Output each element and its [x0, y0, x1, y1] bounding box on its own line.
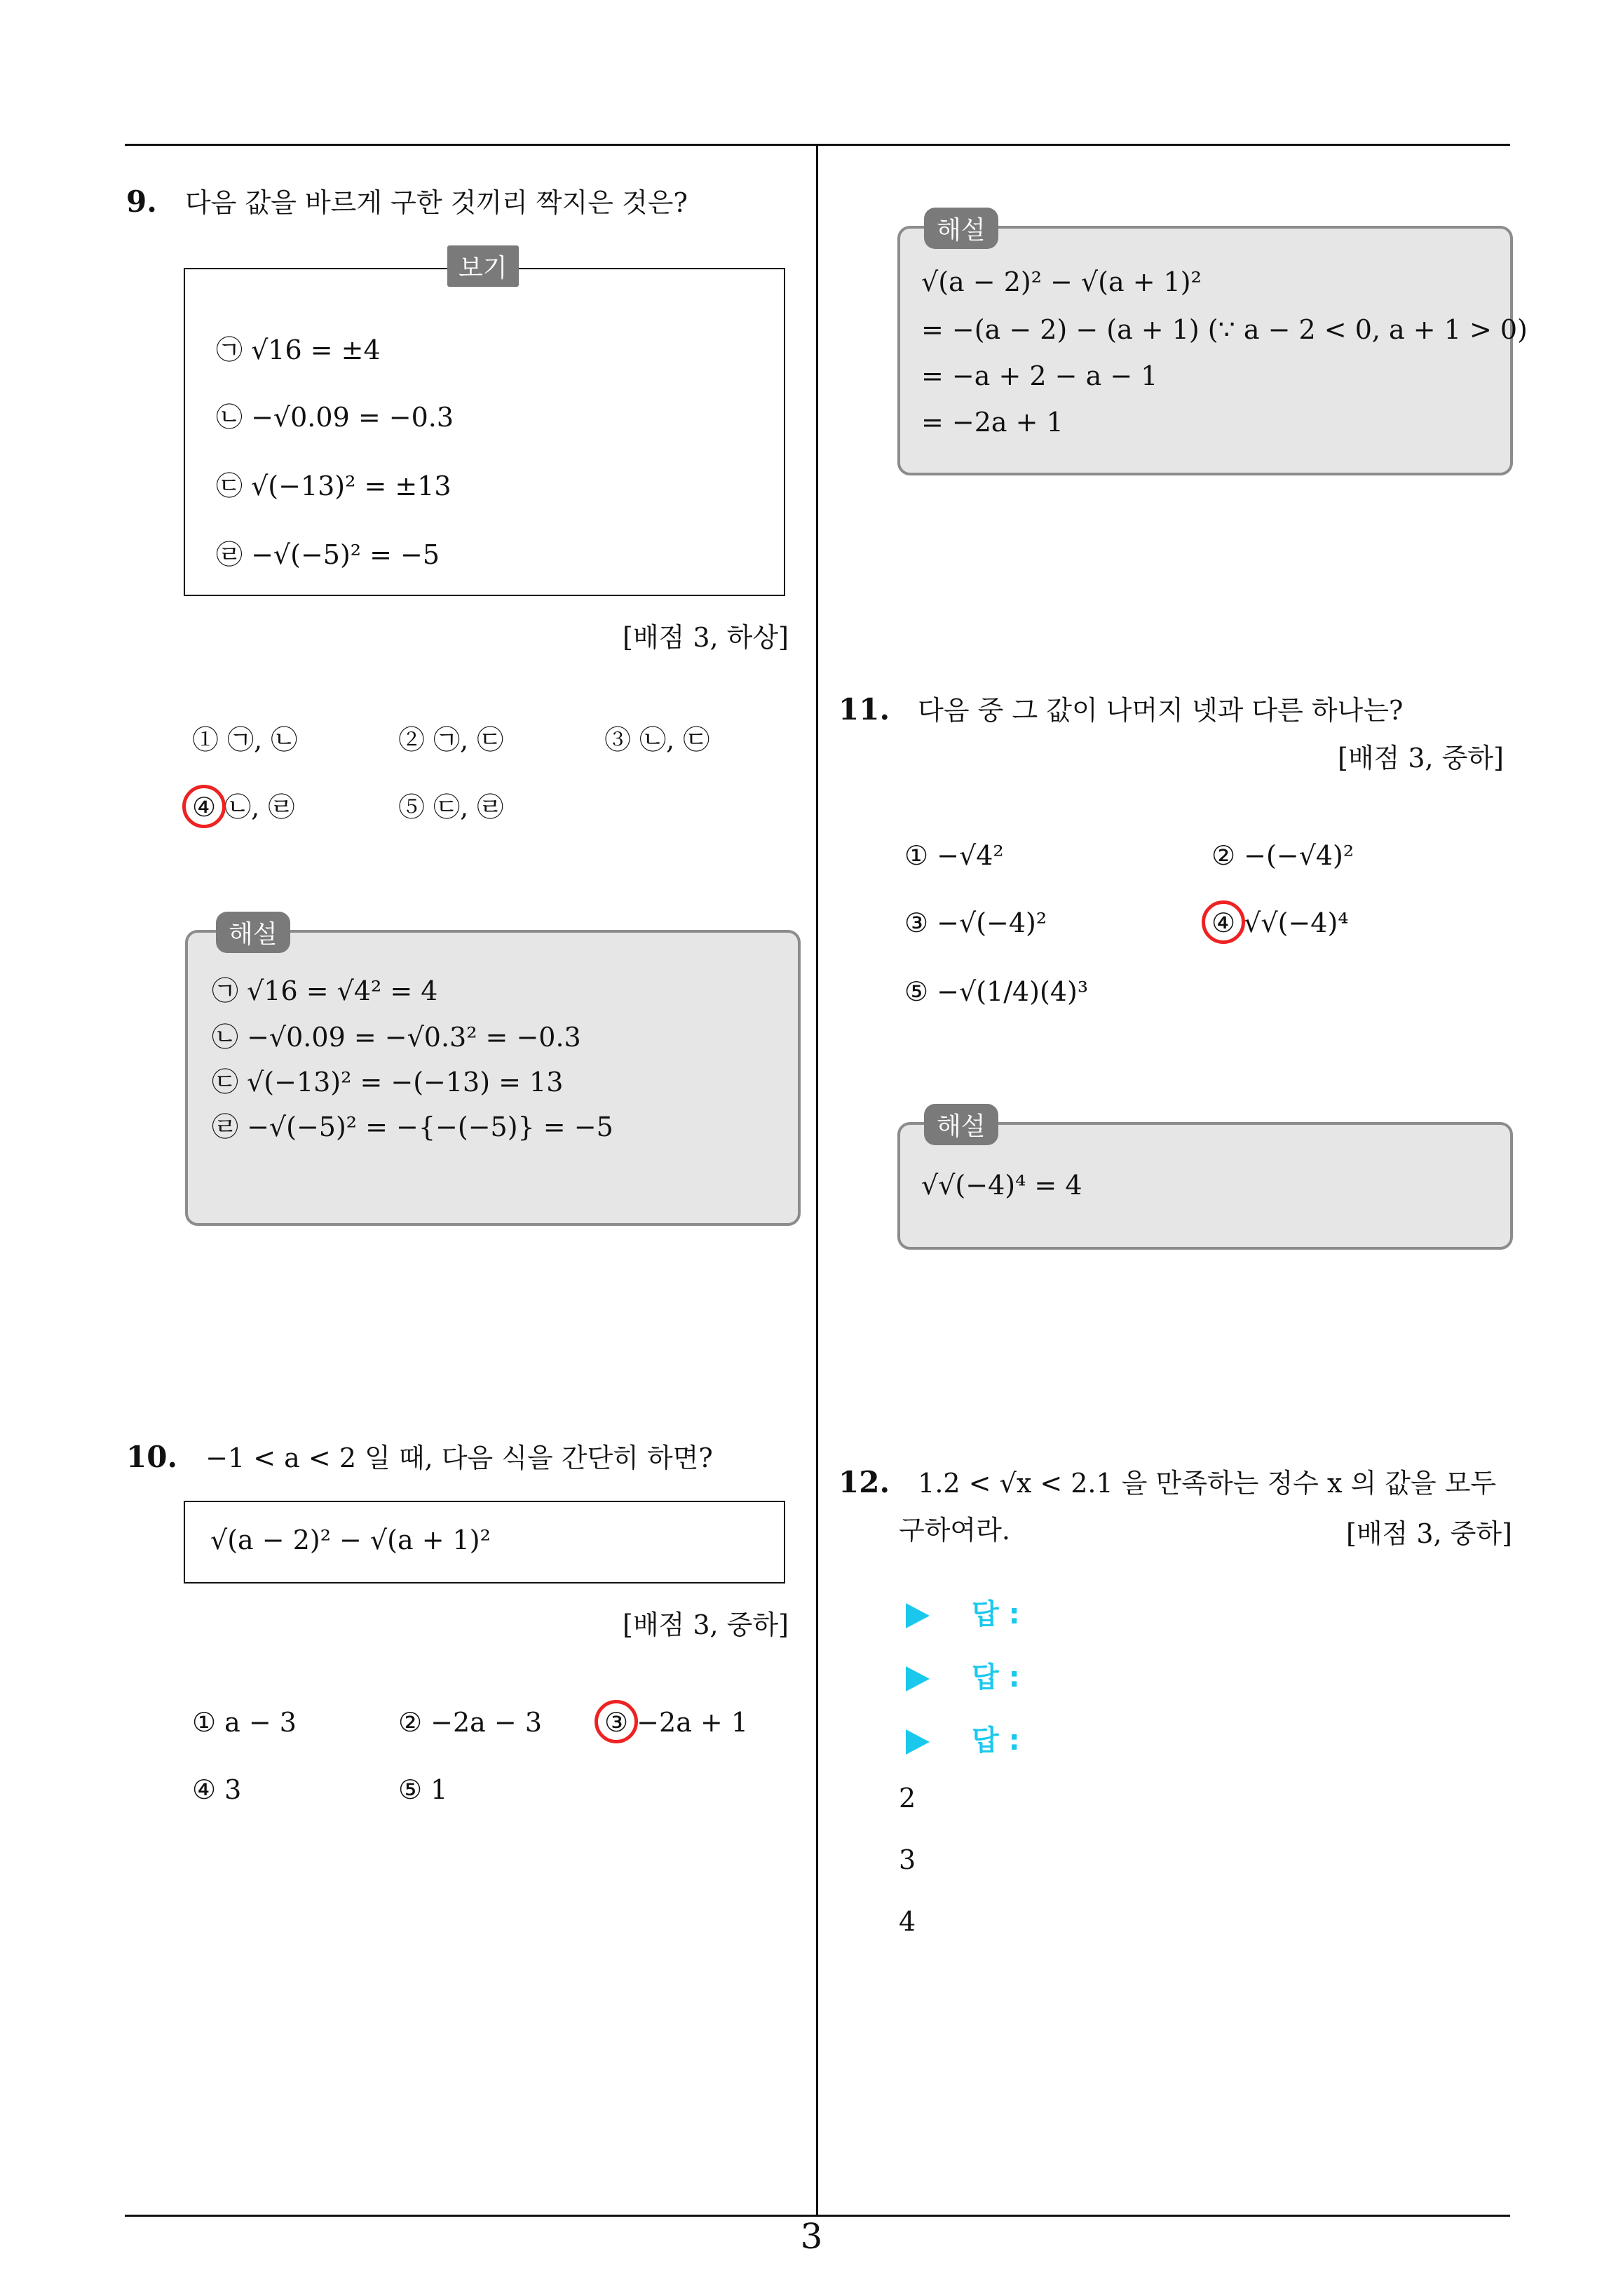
column-divider — [816, 146, 818, 2216]
q9-choice-4-number: ④ — [192, 792, 217, 823]
q12-number: 12. — [838, 1465, 890, 1499]
q11-text: 다음 중 그 값이 나머지 넷과 다른 하나는? — [918, 695, 1404, 726]
q10-solution-line-4: = −2a + 1 — [921, 407, 1064, 438]
q11-correct-answer-circle — [1202, 900, 1245, 944]
q10-solution-box — [897, 216, 1528, 475]
q12-score: [배점 3, 중하] — [1346, 1518, 1512, 1549]
q11-solution-line-1: √√(−4)⁴ = 4 — [921, 1170, 1082, 1201]
q9-solution-line-2: ㉡ −√0.09 = −√0.3² = −0.3 — [212, 1022, 581, 1053]
q10-choice-1[interactable]: ① a − 3 — [192, 1707, 297, 1738]
q10-score: [배점 3, 중하] — [623, 1609, 789, 1640]
q12-answer-label-2: 답 : — [972, 1661, 1020, 1694]
q9-choice-4[interactable] — [192, 785, 294, 824]
q11-score: [배점 3, 중하] — [1338, 743, 1504, 774]
q9-number: 9. — [126, 184, 157, 219]
q10-choice-3-marker — [604, 1707, 628, 1738]
q9-item-1: ㉠ √16 = ±4 — [216, 335, 381, 365]
q9-choice-3[interactable]: ③ ㉡, ㉢ — [604, 724, 710, 755]
q10-choice-3-text: −2a + 1 — [637, 1707, 749, 1738]
q11-choice-4-text: √√(−4)⁴ — [1244, 907, 1349, 938]
q9-choice-5[interactable]: ⑤ ㉢, ㉣ — [398, 792, 504, 823]
q11-choice-4-marker — [1211, 907, 1235, 938]
q11-number: 11. — [838, 692, 890, 727]
q10-correct-answer-circle — [595, 1700, 638, 1743]
q11-choice-5[interactable]: ⑤ −√(1/4)(4)³ — [904, 976, 1089, 1007]
q10-solution-line-1: √(a − 2)² − √(a + 1)² — [921, 266, 1202, 297]
q9-solution-line-4: ㉣ −√(−5)² = −{−(−5)} = −5 — [212, 1112, 613, 1142]
q9-choice-1[interactable]: ① ㉠, ㉡ — [192, 724, 298, 755]
q9-choice-4-marker — [192, 792, 216, 823]
q9-item-4: ㉣ −√(−5)² = −5 — [216, 539, 440, 570]
q12-answer-label-3: 답 : — [972, 1724, 1020, 1757]
q11-choice-2[interactable]: ② −(−√4)² — [1211, 840, 1354, 871]
q9-correct-answer-circle — [182, 785, 226, 828]
answer-arrow-icon — [906, 1666, 930, 1691]
q10-number: 10. — [126, 1440, 178, 1474]
q10-solution-line-3: = −a + 2 − a − 1 — [921, 360, 1158, 391]
q9-choice-2[interactable]: ② ㉠, ㉢ — [398, 724, 504, 755]
q10-choice-3[interactable] — [604, 1707, 748, 1738]
q12-text-line2: 구하여라. — [899, 1515, 1010, 1546]
q10-expression-box — [184, 1501, 785, 1583]
q12-answer-label-1: 답 : — [972, 1598, 1020, 1630]
q12-answer-value-2: 3 — [899, 1844, 916, 1875]
q10-text: −1 < a < 2 일 때, 다음 식을 간단히 하면? — [205, 1443, 713, 1473]
q10-header — [126, 1435, 713, 1480]
q11-header — [838, 687, 1403, 733]
q12-answer-value-1: 2 — [899, 1783, 916, 1814]
q9-item-3: ㉢ √(−13)² = ±13 — [216, 471, 451, 501]
q9-item-2: ㉡ −√0.09 = −0.3 — [216, 402, 454, 433]
answer-arrow-icon — [906, 1603, 930, 1628]
q10-solution-tag: 해설 — [924, 208, 998, 249]
q9-solution-line-3: ㉢ √(−13)² = −(−13) = 13 — [212, 1067, 564, 1098]
q11-choice-4[interactable] — [1211, 907, 1349, 938]
q10-solution-line-2: = −(a − 2) − (a + 1) (∵ a − 2 < 0, a + 1 > 0) — [921, 314, 1528, 345]
q10-expression: √(a − 2)² − √(a + 1)² — [210, 1525, 491, 1555]
q11-choice-1[interactable]: ① −√4² — [904, 840, 1004, 871]
q12-header — [838, 1460, 1496, 1506]
q10-choice-5[interactable]: ⑤ 1 — [398, 1774, 448, 1805]
q12-text-line1: 1.2 < √x < 2.1 을 만족하는 정수 x 의 값을 모두 — [918, 1468, 1497, 1499]
q12-answer-field-1[interactable] — [906, 1592, 1020, 1632]
page-number: 3 — [800, 2216, 823, 2257]
q11-choice-4-number: ④ — [1211, 907, 1236, 938]
q12-answer-value-3: 4 — [899, 1906, 916, 1937]
q10-choice-4[interactable]: ④ 3 — [192, 1774, 242, 1805]
q11-solution-box — [897, 1112, 1513, 1250]
q9-solution-box — [185, 920, 801, 1226]
answer-arrow-icon — [906, 1729, 930, 1755]
q9-solution-tag: 해설 — [216, 912, 290, 953]
q11-solution-tag: 해설 — [924, 1104, 998, 1145]
q12-answer-field-2[interactable] — [906, 1655, 1020, 1695]
q9-header — [126, 180, 688, 225]
q10-choice-3-number: ③ — [604, 1707, 629, 1738]
q12-answer-field-3[interactable] — [906, 1718, 1020, 1758]
q9-choice-4-text: ㉡, ㉣ — [224, 792, 295, 823]
q9-example-tag: 보기 — [447, 245, 519, 287]
q9-example-box — [184, 254, 785, 596]
q9-text: 다음 값을 바르게 구한 것끼리 짝지은 것은? — [184, 187, 688, 218]
q9-solution-line-1: ㉠ √16 = √4² = 4 — [212, 975, 438, 1006]
q11-choice-3[interactable]: ③ −√(−4)² — [904, 907, 1047, 938]
q9-score: [배점 3, 하상] — [623, 622, 789, 653]
q10-choice-2[interactable]: ② −2a − 3 — [398, 1707, 542, 1738]
